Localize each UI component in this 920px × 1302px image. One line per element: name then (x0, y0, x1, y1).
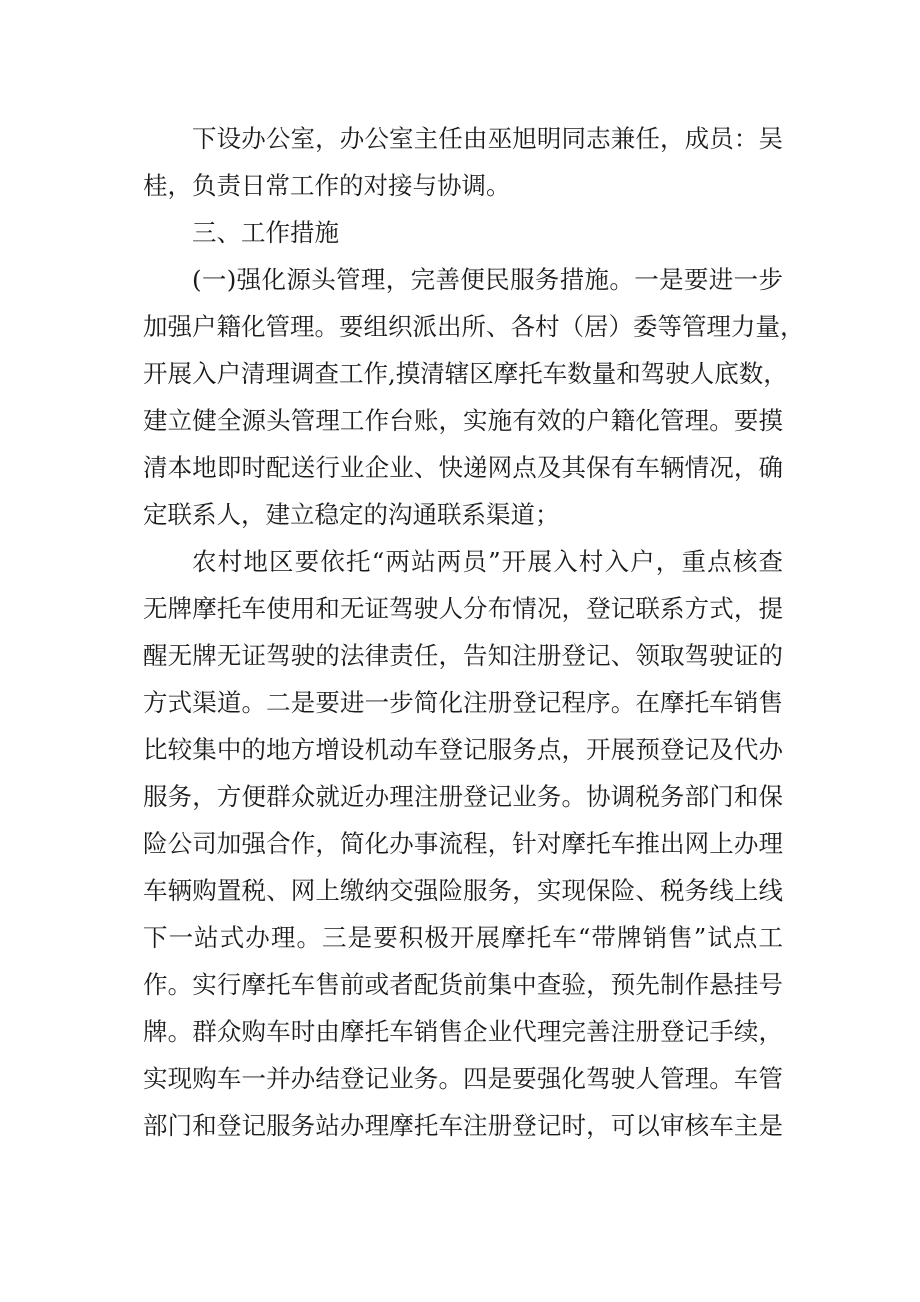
text-line: 下设办公室，办公室主任由巫旭明同志兼任，成员：吴 (192, 124, 783, 153)
text-line: 部门和登记服务站办理摩托车注册登记时，可以审核车主是 (143, 1111, 783, 1140)
text-line: 定联系人，建立稳定的沟通联系渠道； (143, 500, 560, 529)
text-line: 加强户籍化管理。要组织派出所、各村（居）委等管理力量， (143, 312, 805, 341)
text-line: 无牌摩托车使用和无证驾驶人分布情况，登记联系方式，提 (143, 594, 783, 623)
text-line: 农村地区要依托“两站两员”开展入村入户，重点核查 (192, 547, 783, 576)
text-line: 桂，负责日常工作的对接与协调。 (143, 171, 511, 200)
text-line: 车辆购置税、网上缴纳交强险服务，实现保险、税务线上线 (143, 876, 783, 905)
text-line: 险公司加强合作，简化办事流程，针对摩托车推出网上办理 (143, 829, 783, 858)
text-line: 清本地即时配送行业企业、快递网点及其保有车辆情况，确 (143, 453, 783, 482)
text-line: 建立健全源头管理工作台账，实施有效的户籍化管理。要摸 (143, 406, 783, 435)
text-line: 下一站式办理。三是要积极开展摩托车“带牌销售”试点工 (143, 923, 783, 952)
text-line: 服务，方便群众就近办理注册登记业务。协调税务部门和保 (143, 782, 783, 811)
section-heading: 三、工作措施 (192, 218, 339, 247)
text-line: (一)强化源头管理，完善便民服务措施。一是要进一步 (192, 265, 783, 294)
text-line: 实现购车一并办结登记业务。四是要强化驾驶人管理。车管 (143, 1064, 783, 1093)
document-body (143, 115, 805, 1149)
text-line: 牌。群众购车时由摩托车销售企业代理完善注册登记手续， (143, 1017, 783, 1046)
text-line: 作。实行摩托车售前或者配货前集中查验，预先制作悬挂号 (143, 970, 783, 999)
text-line: 醒无牌无证驾驶的法律责任，告知注册登记、领取驾驶证的 (143, 641, 783, 670)
text-line: 方式渠道。二是要进一步简化注册登记程序。在摩托车销售 (143, 688, 783, 717)
text-line: 比较集中的地方增设机动车登记服务点，开展预登记及代办 (143, 735, 783, 764)
text-line: 开展入户清理调查工作,摸清辖区摩托车数量和驾驶人底数， (143, 359, 788, 388)
